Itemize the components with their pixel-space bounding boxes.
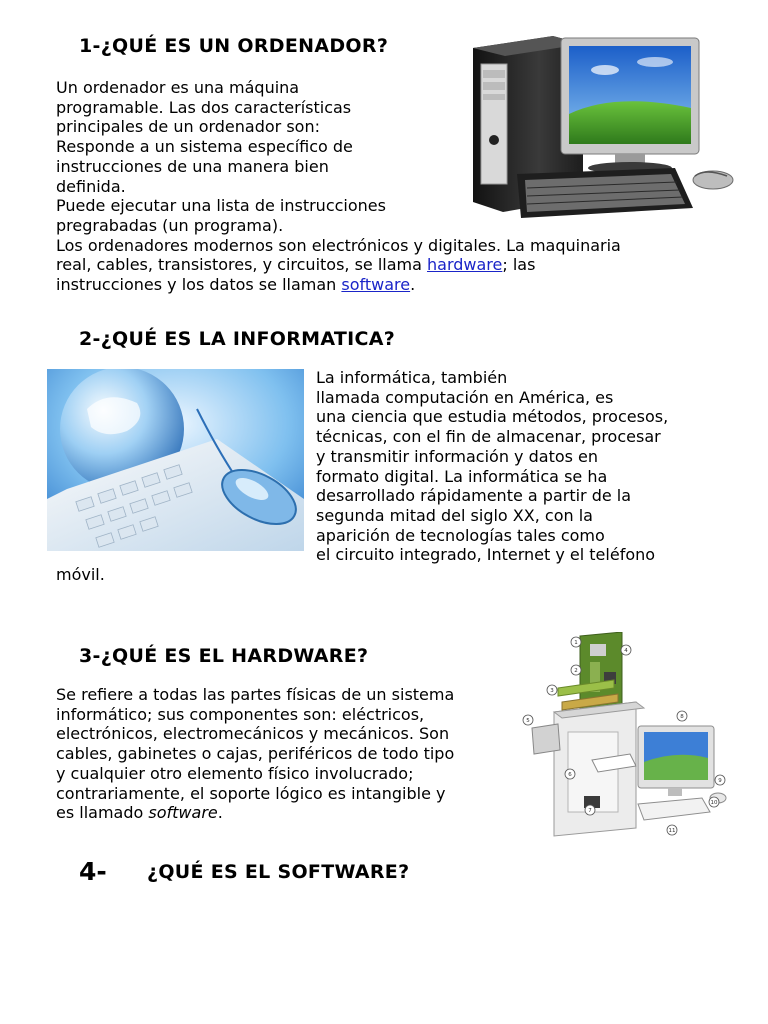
paragraph-line: formato digital. La informática se ha [316, 466, 608, 486]
paragraph-line: desarrollado rápidamente a partir de la [316, 486, 632, 506]
paragraph-line: Puede ejecutar una lista de instrucciones [56, 196, 386, 216]
paragraph-line: informático; sus componentes son: eléctricos, [56, 704, 425, 724]
hardware-components-diagram [518, 632, 733, 842]
paragraph-line: y transmitir información y datos en [316, 446, 599, 466]
paragraph-line: instrucciones de una manera bien [56, 156, 329, 176]
callout-label: 8 [680, 714, 684, 720]
paragraph-line: una ciencia que estudia métodos, procesos, [316, 407, 669, 427]
globe-keyboard-image [47, 369, 304, 551]
callout-label: 2 [574, 668, 578, 674]
text-run: es llamado [56, 803, 149, 823]
hardware-link[interactable]: hardware [427, 255, 503, 275]
section3-body [56, 685, 454, 823]
callout-label: 7 [588, 808, 592, 814]
paragraph-line [56, 255, 621, 275]
paragraph-line: Se refiere a todas las partes físicas de un sistema [56, 685, 455, 704]
callout-label: 11 [668, 828, 676, 834]
callout-label: 1 [574, 640, 578, 646]
text-run: . [410, 275, 416, 295]
paragraph-line: el circuito integrado, Internet y el teléfono [316, 545, 656, 565]
desktop-computer-image [465, 30, 740, 222]
software-link[interactable]: software [341, 275, 411, 295]
callout-label: 3 [550, 688, 554, 694]
paragraph-line: pregrabadas (un programa). [56, 215, 284, 235]
paragraph-line: Responde a un sistema específico de [56, 137, 353, 157]
paragraph-line: contrariamente, el soporte lógico es intangible y [56, 783, 446, 803]
text-run: . [217, 803, 223, 823]
callout-label: 6 [568, 772, 572, 778]
paragraph-line: y cualquier otro elemento físico involucrado; [56, 763, 414, 783]
paragraph-line [56, 803, 454, 823]
paragraph-line: La informática, también [316, 368, 508, 387]
section2-heading: 2-¿QUÉ ES LA INFORMATICA? [79, 328, 396, 350]
paragraph-line: cables, gabinetes o cajas, periféricos de todo tipo [56, 744, 455, 764]
software-emphasis: software [148, 803, 218, 823]
paragraph-line: programable. Las dos características [56, 97, 352, 117]
paragraph-line: Un ordenador es una máquina [56, 78, 300, 97]
paragraph-line: llamada computación en América, es [316, 387, 614, 407]
paragraph-line [56, 275, 621, 295]
paragraph-line: principales de un ordenador son: [56, 117, 320, 137]
section1-heading: 1-¿QUÉ ES UN ORDENADOR? [79, 35, 389, 57]
callout-label: 5 [526, 718, 530, 724]
callout-label: 10 [710, 800, 718, 806]
text-run: instrucciones y los datos se llaman [56, 275, 342, 295]
section2-body [316, 368, 668, 565]
paragraph-line: segunda mitad del siglo XX, con la [316, 505, 593, 525]
paragraph-line: electrónicos, electromecánicos y mecánicos. Son [56, 724, 450, 744]
section4-heading: ¿QUÉ ES EL SOFTWARE? [147, 861, 410, 883]
section3-heading: 3-¿QUÉ ES EL HARDWARE? [79, 645, 369, 667]
paragraph-line: Los ordenadores modernos son electrónicos y digitales. La maquinaria [56, 235, 621, 255]
paragraph-line: técnicas, con el fin de almacenar, procesar [316, 427, 661, 447]
paragraph-line: definida. [56, 176, 126, 196]
paragraph-line: móvil. [56, 565, 105, 584]
text-run: ; las [502, 255, 536, 275]
paragraph-line: aparición de tecnologías tales como [316, 525, 605, 545]
callout-label: 9 [718, 778, 722, 784]
section4-number: 4- [79, 857, 107, 886]
callout-label: 4 [624, 648, 628, 654]
text-run: real, cables, transistores, y circuitos, se llama [56, 255, 428, 275]
